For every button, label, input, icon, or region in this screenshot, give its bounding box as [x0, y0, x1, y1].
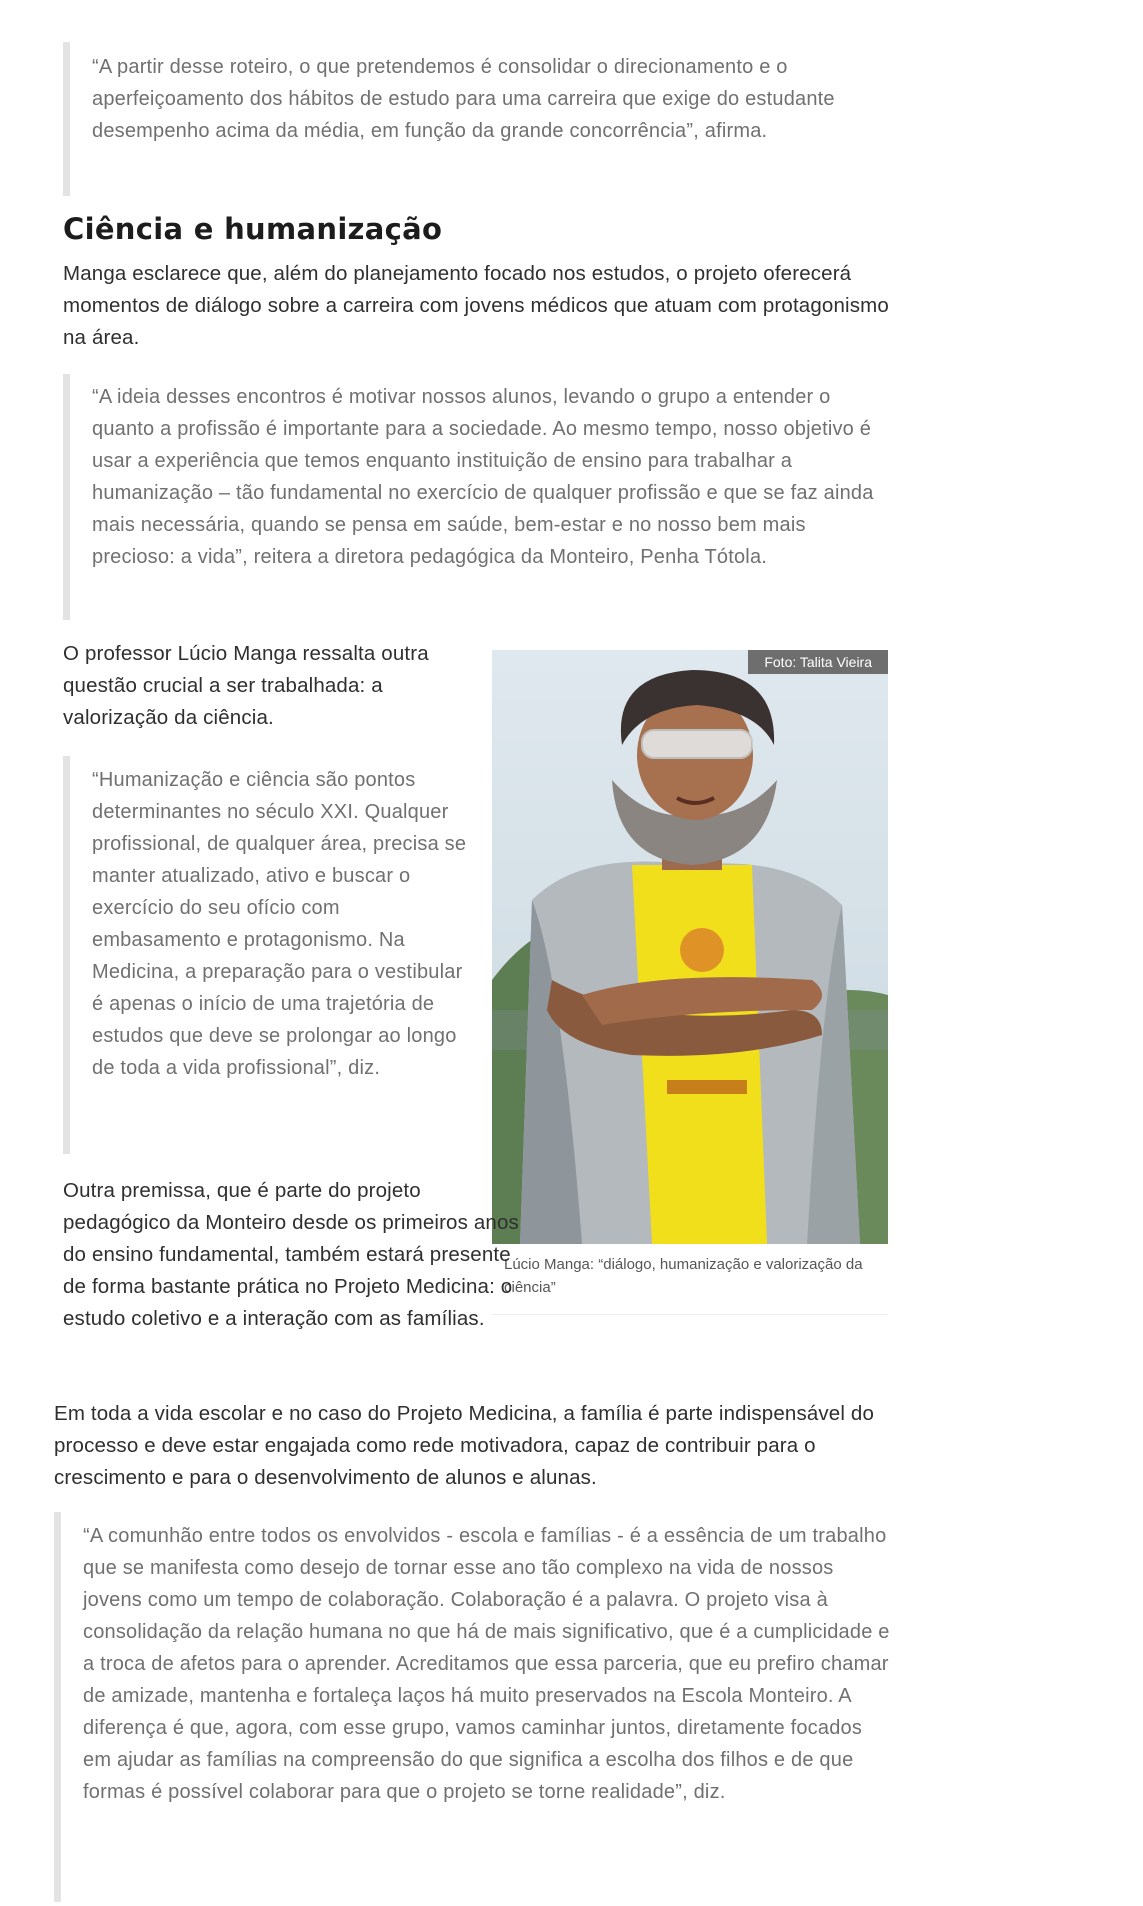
quote-text: “Humanização e ciência são pontos determinantes no século XXI. Qualquer profissional, de qualquer área, precisa se manter atualizado, ativo e buscar o exercício do seu ofício com embasamento e protagonismo. Na Medicina, a preparação para o vestibular é apenas o início de uma trajetória de estudos que deve se prolongar ao longo de toda a vida profissional”, diz.: [92, 769, 467, 1079]
quote-text: “A comunhão entre todos os envolvidos - escola e famílias - é a essência de um trabalho que se manifesta como desejo de tornar esse ano tão complexo na vida de nossos jovens como um tempo de colaboração. Colaboração é a palavra. O projeto visa à consolidação da relação humana no que há de mais significativo, que é a cumplicidade e a troca de afetos para o aprender. Acreditamos que essa parceria, que eu prefiro chamar de amizade, mantenha e fortaleça laços há muito preservados na Escola Monteiro. A diferença é que, agora, com esse grupo, vamos caminhar juntos, diretamente focados em ajudar as famílias na compreensão do que significa a escolha dos filhos e de que formas é possível colaborar para que o projeto se torne realidade”, diz.: [83, 1525, 890, 1803]
photo-credit: Foto: Talita Vieira: [748, 650, 888, 674]
quote-text: “A ideia desses encontros é motivar nossos alunos, levando o grupo a entender o quanto a profissão é importante para a sociedade. Ao mesmo tempo, nosso objetivo é usar a experiência que temos enquanto instituição de ensino para trabalhar a humanização – tão fundamental no exercício de qualquer profissão e que se faz ainda mais necessária, quando se pensa em saúde, bem-estar e no nosso bem mais precioso: a vida”, reitera a diretora pedagógica da Monteiro, Penha Tótola.: [92, 386, 874, 568]
blockquote-roteiro: [63, 42, 893, 196]
portrait-image: [492, 650, 888, 1244]
quote-text: “A partir desse roteiro, o que pretendemos é consolidar o direcionamento e o aperfeiçoamento dos hábitos de estudo para uma carreira que exige do estudante desempenho acima da média, em função da grande concorrência”, afirma.: [92, 56, 835, 142]
blockquote-humanizacao: [63, 374, 893, 620]
photo-caption: Lúcio Manga: “diálogo, humanização e valorização da ciência”: [492, 1253, 888, 1315]
section-heading: Ciência e humanização: [63, 212, 443, 246]
blockquote-seculo-xxi: [63, 756, 473, 1154]
portrait-photo: [492, 650, 888, 1244]
paragraph-ciencia: O professor Lúcio Manga ressalta outra questão crucial a ser trabalhada: a valorização da ciência.: [63, 642, 429, 729]
paragraph-familia: Em toda a vida escolar e no caso do Projeto Medicina, a família é parte indispensável do processo e deve estar engajada como rede motivadora, capaz de contribuir para o crescimento e para o desenvolvimento de alunos e alunas.: [54, 1402, 874, 1489]
blockquote-comunhao: [54, 1512, 894, 1902]
paragraph-premissa: Outra premissa, que é parte do projeto pedagógico da Monteiro desde os primeiros anos do ensino fundamental, também estará presente de forma bastante prática no Projeto Medicina: o estudo coletivo e a interação com as famílias.: [63, 1179, 519, 1330]
paragraph-dialogo: Manga esclarece que, além do planejamento focado nos estudos, o projeto oferecerá momentos de diálogo sobre a carreira com jovens médicos que atuam com protagonismo na área.: [63, 262, 889, 349]
